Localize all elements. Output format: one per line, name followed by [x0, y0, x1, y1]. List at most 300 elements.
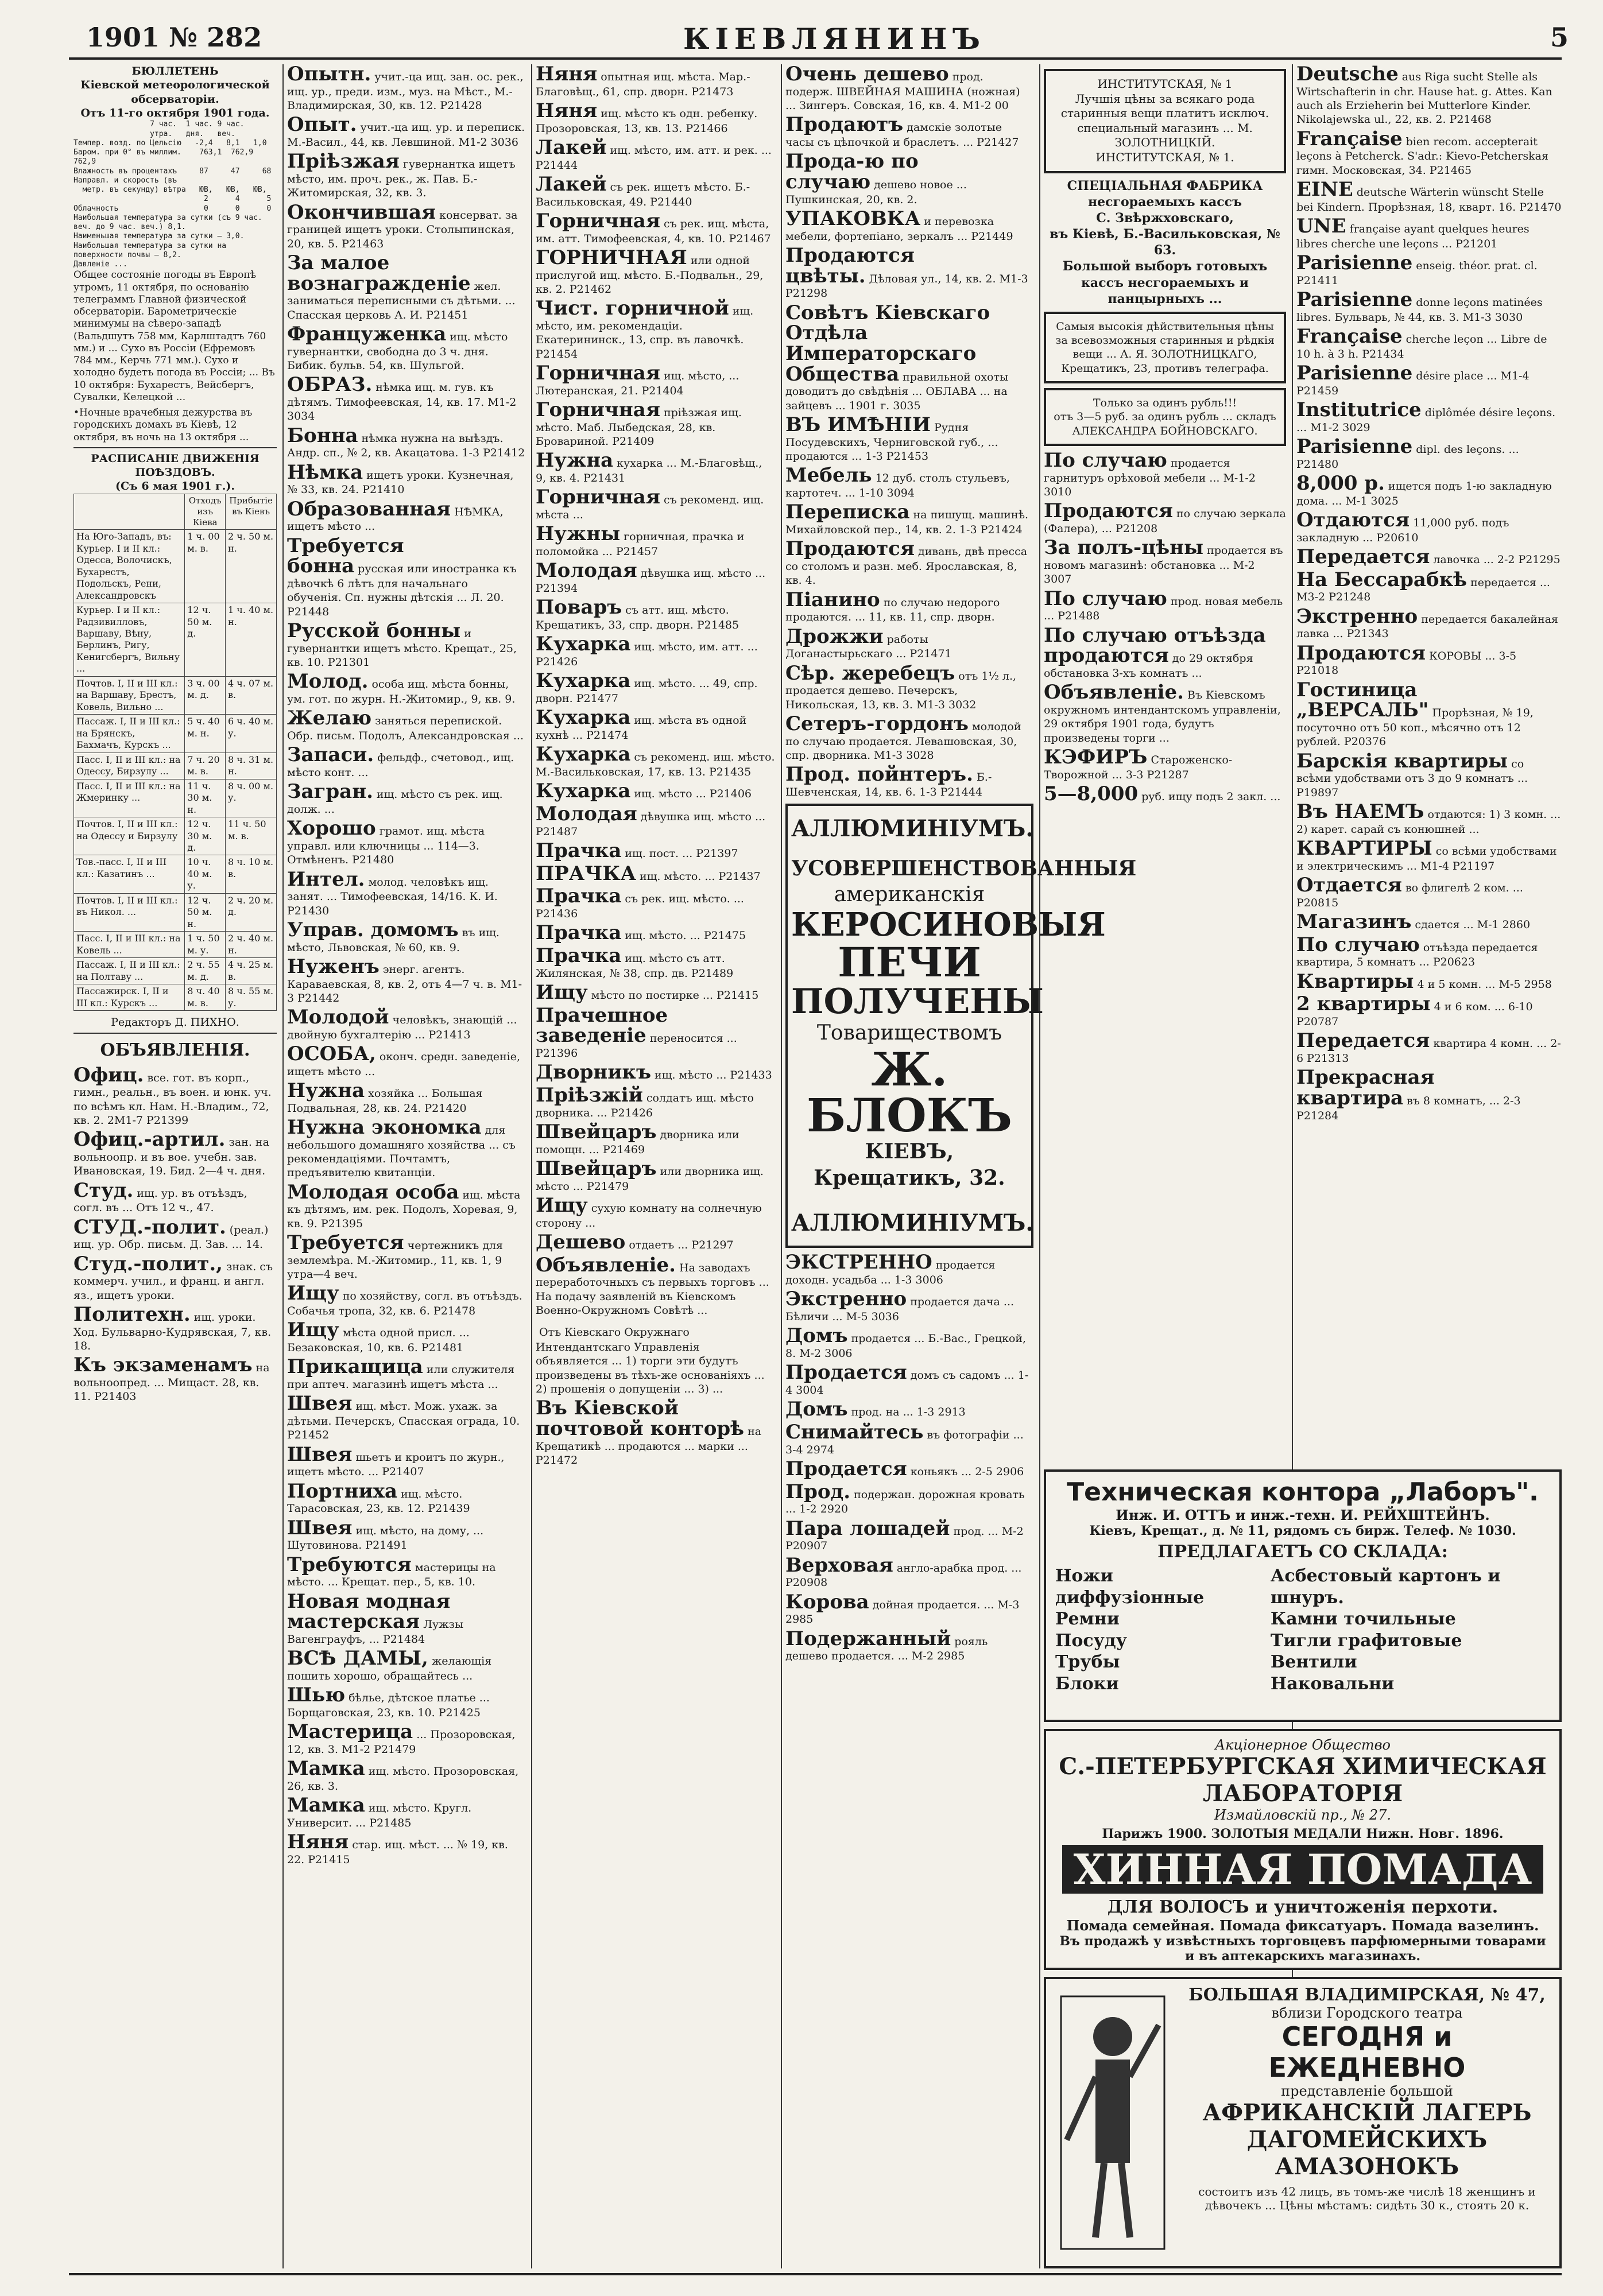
ad-text: ищ. мѣсто съ атт. Жилянская, № 38, спр. дв. Р21489 — [536, 952, 734, 980]
classified-ad — [536, 138, 775, 172]
ad-text: и гувернантки ищетъ мѣсто. Крещат., 25, кв. 10. Р21301 — [287, 627, 517, 669]
ad-text: оконч. средн. заведеніе, ищетъ мѣсто ... — [287, 1050, 521, 1078]
classified-ad — [1296, 912, 1562, 933]
column-divider — [1039, 64, 1040, 2268]
ad-keyword: Поваръ — [536, 596, 622, 619]
classified-ad — [1296, 216, 1562, 251]
schedule-cell: 12 ч. 30 м. д. — [185, 817, 226, 855]
classified-ad — [785, 1252, 1033, 1287]
ad-keyword: Требуется бонна — [287, 534, 404, 578]
schedule-cell: 12 ч. 50 м. д. — [185, 603, 226, 677]
ad-text: ищ. мѣсто ... Р21406 — [634, 788, 752, 801]
classified-ad — [1296, 751, 1562, 800]
schedule-row — [74, 676, 277, 714]
ad-keyword: Корова — [785, 1590, 869, 1614]
schedule-row — [74, 984, 277, 1011]
ad-keyword: Няня — [536, 63, 598, 86]
ad-text: bien recom. accepterait leçons à Petcherck. S'adr.: Kievo-Petcherskaя гимн. Московская, 34. Р21465 — [1296, 135, 1548, 177]
ad-keyword: Горничная — [536, 398, 660, 421]
ad-text: прод. ... М-2 Р20907 — [785, 1525, 1024, 1553]
ad-text: 12 дуб. столъ стульевъ, картотеч. ... 1-10 3094 — [785, 472, 1010, 500]
ad-text: 4 и 5 комн. ... М-5 2958 — [1417, 978, 1552, 991]
schedule-header — [74, 494, 185, 530]
classified-ad — [536, 524, 775, 559]
ad-text: фельдф., счетовод., ищ. мѣсто конт. ... — [287, 751, 514, 779]
ad-text: продается ... Б.-Вас., Грецкой, 8. М-2 3006 — [785, 1332, 1027, 1360]
schedule-row — [74, 715, 277, 753]
ad-keyword: Домъ — [785, 1324, 848, 1348]
classified-ad — [1296, 604, 1562, 641]
ad-text: aus Riga sucht Stelle als Wirtschafterin in chr. Hause hat. g. Attes. Kan auch als Erzieherin bei Mutterlore Kinder. Nikolajewska ul., 22, кв. 2. Р21468 — [1296, 71, 1552, 126]
ad-keyword: Продаются — [1044, 499, 1174, 523]
ad-text: мѣсто по постирке ... Р21415 — [591, 989, 759, 1002]
schedule-cell: 11 ч. 50 м. в. — [226, 817, 277, 855]
duty-notice: •Ночные врачебныя дежурства въ городскихъ домахъ въ Кіевѣ, 12 октября, въ ночь на 13 октября ... — [73, 407, 253, 443]
ad-keyword: ОБРАЗ. — [287, 373, 373, 397]
ad-line: АЛЛЮМИНІУМЪ. — [791, 815, 1034, 843]
amazon-line: АФРИКАНСКІЙ ЛАГЕРЬ — [1202, 2099, 1532, 2126]
classified-ad — [785, 415, 1033, 463]
ad-text: учит.-ца ищ. зан. ос. рек., ищ. ур., преди. изм., муз. на Мѣст., М.-Владимирская, 30, кв. 12. Р21428 — [287, 71, 524, 112]
ad-keyword: По случаю — [1044, 587, 1167, 610]
ad-text: (реал.) ищ. ур. Обр. письм. Д. Зав. ... 14. — [73, 1223, 269, 1251]
ad-text: дивань, двѣ пресса со столомъ и разн. меб. Ярославская, 8, кв. 4. — [785, 545, 1028, 587]
ad-keyword: 2 квартиры — [1296, 992, 1431, 1016]
ad-keyword: Прод. пойнтеръ. — [785, 763, 973, 786]
classified-ad — [1296, 570, 1562, 604]
classified-ad — [1296, 802, 1562, 836]
ad-text: въ ищ. мѣсто, Львовская, № 60, кв. 9. — [287, 926, 500, 954]
ad-keyword: Запаси. — [287, 743, 374, 767]
ad-keyword: Въ Кіевской почтовой конторѣ — [536, 1397, 745, 1440]
ad-keyword: По случаю — [1044, 449, 1167, 472]
ad-text: Прорѣзная, № 19, посуточно отъ 50 коп., мѣсячно отъ 12 рублей. Р20376 — [1296, 707, 1534, 748]
ad-text: съ рек. ищетъ мѣсто. Б.-Васильковская, 49. Р21440 — [536, 181, 750, 208]
ad-keyword: Parisienne — [1296, 435, 1413, 458]
ad-text: молод. человѣкъ ищ. занят. ... Тимофеевская, 14/16. К. И. Р21430 — [287, 875, 498, 917]
ad-text: отъѣзда передается квартира, 5 комнатъ ... Р20623 — [1296, 941, 1538, 969]
schedule-row — [74, 958, 277, 984]
ad-keyword: 5—8,000 — [1044, 782, 1139, 805]
ad-text: ищ. мѣсто. ... Р21437 — [640, 870, 761, 883]
classified-ad — [287, 324, 525, 373]
chem-line: Въ продажѣ у извѣстныхъ торговцевъ парфюмерными товарами и въ аптекарскихъ магазинахъ. — [1059, 1934, 1546, 1964]
ad-keyword: Политехн. — [73, 1303, 191, 1327]
ad-keyword: Молодая — [536, 802, 637, 825]
ad-keyword: ПРАЧКА — [536, 862, 637, 885]
classified-ad — [536, 400, 775, 448]
ad-text: ищ. мѣсто, им. рекомендаціи. Екатерининск., 13, спр. въ лавочкѣ. Р21454 — [536, 305, 754, 360]
ad-keyword: Продаются — [1296, 641, 1426, 665]
ad-line: АЛЛЮМИНІУМЪ. — [791, 1209, 1034, 1237]
ad-text: dipl. des leçons. ... Р21480 — [1296, 443, 1519, 471]
ad-text: ищ. мѣсто съ рек. ищ. долж. ... — [287, 788, 503, 816]
column-1 — [73, 64, 277, 2268]
ad-keyword: Лакей — [536, 136, 607, 159]
ad-keyword: Экстренно — [785, 1287, 907, 1311]
ad-text: прод. на ... 1-3 2913 — [851, 1406, 966, 1419]
classified-ad — [536, 1003, 775, 1061]
chem-line: Измайловскій пр., № 27. — [1214, 1807, 1392, 1823]
classified-ad — [1296, 994, 1562, 1029]
ad-keyword: Мамка — [287, 1794, 365, 1817]
ad-text: нѣмка ищ. м. гув. къ дѣтямъ. Тимофеевская, 14, кв. 17. М1-2 3034 — [287, 381, 517, 423]
ad-text: ищ. мѣсто, ... Лютеранская, 21. Р21404 — [536, 369, 739, 397]
ad-text: подержан. дорожная кровать ... 1-2 2920 — [785, 1488, 1025, 1516]
ad-keyword: КЭФИРЪ — [1044, 745, 1148, 769]
classified-ad — [785, 64, 1033, 113]
classified-ad — [1044, 451, 1286, 499]
ad-keyword: Кухарка — [536, 779, 631, 803]
classified-ad — [73, 1355, 277, 1403]
classified-ad — [1296, 969, 1562, 993]
ad-text: продается доходн. усадьба ... 1-3 3006 — [785, 1259, 996, 1287]
ad-text: домъ съ садомъ ... 1-4 3004 — [785, 1369, 1029, 1397]
ad-keyword: На Бессарабкѣ — [1296, 568, 1468, 591]
ad-keyword: Ищу — [536, 1194, 588, 1217]
ad-text: шьетъ и кроитъ по журн., ищетъ мѣсто. ... Р21407 — [287, 1450, 505, 1479]
classified-ad — [73, 1254, 277, 1302]
ad-line: Крещатикъ, 32. — [814, 1166, 1005, 1190]
ad-line: КІЕВЪ, — [865, 1139, 954, 1164]
classified-ad — [785, 1519, 1033, 1553]
ad-keyword: Офиц.-артил. — [73, 1128, 226, 1151]
ad-keyword: Deutsche — [1296, 63, 1399, 86]
ad-keyword: ЭКСТРЕННО — [785, 1251, 932, 1274]
ad-text: съ рекоменд. ищ. мѣста ... — [536, 494, 764, 521]
ad-text: гувернантка ищетъ мѣсто, им. проч. рек., ж. Пав. Б.-Житомирская, 32, кв. 3. — [287, 158, 516, 200]
ad-text: ищ. ур. въ отъѣздъ, согл. въ ... Отъ 12 ч., 47. — [73, 1186, 247, 1215]
ad-text: продается гарнитуръ орѣховой мебели ... М-1-2 3010 — [1044, 457, 1256, 498]
ad-keyword: Русской бонны — [287, 619, 461, 642]
ad-text: нѣмка нужна на выѣздъ. Андр. сп., № 2, кв. Акацатова. 1-3 Р21412 — [287, 432, 525, 460]
ad-keyword: ВЪ ИМѢНІИ — [785, 413, 931, 437]
schedule-cell: 8 ч. 31 м. н. — [226, 753, 277, 779]
ad-text: ... Прозоровская, 12, кв. 3. М1-2 Р21479 — [287, 1728, 516, 1756]
ad-text: ищ. мѣст. Мож. ухаж. за дѣтьми. Печерскъ, Спасская ограда, 10. Р21452 — [287, 1400, 520, 1442]
masthead-rule — [69, 57, 1562, 60]
schedule-row — [74, 855, 277, 893]
classified-ad — [536, 1085, 775, 1120]
ad-keyword: За полъ-цѣны — [1044, 536, 1204, 560]
ad-keyword: Горничная — [536, 486, 660, 509]
ad-text: сухую комнату на солнечную сторону ... — [536, 1202, 762, 1230]
classified-ad — [536, 864, 775, 885]
ad-text: энерг. агентъ. Караваевская, 8, кв. 2, отъ 4—7 ч. в. М1-3 Р21442 — [287, 963, 522, 1004]
classified-ad — [287, 920, 525, 955]
schedule-cell: 1 ч. 50 м. у. — [185, 932, 226, 958]
ad-text: по случаю зеркала (Фалера), ... Р21208 — [1044, 507, 1286, 535]
ad-text: со всѣми удобствами и электрическимъ ... М1-4 Р21197 — [1296, 844, 1557, 872]
classified-ad — [73, 1130, 277, 1178]
classified-ad — [785, 209, 1033, 243]
ad-keyword: Прачка — [536, 944, 622, 967]
ad-keyword: Отдаются — [1296, 508, 1410, 532]
antique-buyer-ad: Самыя высокія дѣйствительныя цѣны за всевозможныя старинныя и рѣдкія вещи ... А. Я. ЗОЛОТНИЦКАГО, Крещатикъ, 23, противъ телеграфа. — [1044, 312, 1286, 383]
ad-keyword: Няня — [536, 99, 598, 122]
classified-ad — [785, 714, 1033, 762]
classified-ad — [785, 539, 1033, 587]
schedule-cell: 6 ч. 40 м. у. — [226, 715, 277, 753]
ad-text: по хозяйству, согл. въ отъѣздъ. Собачья тропа, 32, кв. 6. Р21478 — [287, 1290, 522, 1318]
ad-keyword: По случаю — [1296, 933, 1420, 956]
classified-ad — [287, 1759, 525, 1793]
classified-ad — [1296, 129, 1562, 177]
classified-ad — [536, 1232, 775, 1253]
classified-ad — [1296, 875, 1562, 910]
ad-text: до 29 октября обстановка 3-хъ комнатъ ... — [1044, 652, 1253, 680]
ad-keyword: Къ экзаменамъ — [73, 1353, 253, 1377]
classified-ad — [785, 1459, 1033, 1480]
classified-ad — [536, 1122, 775, 1157]
classified-ad — [536, 64, 775, 99]
ad-keyword: Продается — [785, 1361, 907, 1384]
ad-text: чертежникъ для землемѣра. М.-Житомир., 11, кв. 1, 9 утра—4 веч. — [287, 1239, 503, 1281]
ad-keyword: Кухарка — [536, 706, 631, 730]
amazon-line: состоитъ изъ 42 лицъ, въ томъ-же числѣ 18 женщинъ и дѣвочекъ ... Цѣны мѣстамъ: сидѣть 30 к., стоять 20 к. — [1198, 2185, 1536, 2212]
kerosene-stove-ad — [785, 804, 1137, 1248]
classified-ad — [536, 1320, 775, 1396]
schedule-cell: 2 ч. 50 м. н. — [226, 530, 277, 603]
ad-text: заняться перепиской. Обр. письм. Подолъ, Александровская ... — [287, 715, 524, 742]
classified-ad — [1044, 501, 1286, 536]
classified-ad — [1296, 1068, 1562, 1123]
classified-ad — [1296, 253, 1562, 288]
ad-text: передается ... М3-2 Р21248 — [1296, 576, 1550, 604]
ad-text: стар. ищ. мѣст. ... № 19, кв. 22. Р21415 — [287, 1839, 508, 1867]
classified-ad — [287, 1007, 525, 1042]
amazon-line: СЕГОДНЯ и ЕЖЕДНЕВНО — [1268, 2021, 1466, 2083]
labor-left-list: Ножи диффузіонные Ремни Посуду Трубы Блоки — [1055, 1566, 1205, 1694]
classified-list — [73, 1065, 277, 1404]
classified-ad — [1044, 784, 1286, 805]
amazon-show-ad — [1044, 1977, 1562, 2268]
classified-ad — [1296, 547, 1562, 568]
ad-text: на вольноопред. ... Мищаст. 28, кв. 11. Р21403 — [73, 1362, 270, 1403]
ad-line: ПЕЧИ — [838, 938, 981, 987]
schedule-cell: Почтов. I, II и III кл.: въ Никол. ... — [74, 893, 185, 931]
classified-ad — [287, 460, 525, 497]
ad-keyword: Интел. — [287, 867, 365, 891]
classified-ad — [287, 782, 525, 816]
classified-ad — [287, 1233, 525, 1281]
ad-text: пріѣзжая ищ. мѣсто. Маб. Лыбедская, 28, кв. Бровариной. Р21409 — [536, 406, 742, 448]
classified-list — [785, 1252, 1033, 1663]
ad-line: УСОВЕРШЕНСТВОВАННЫЯ — [791, 856, 1137, 881]
ad-keyword: Сетеръ-гордонъ — [785, 712, 969, 735]
classified-ad — [1296, 400, 1562, 435]
classified-ad — [73, 1065, 277, 1128]
ad-keyword: Магазинъ — [1296, 910, 1412, 933]
ad-keyword: Нужна — [536, 449, 614, 472]
ad-keyword: Объявленіе. — [536, 1253, 676, 1277]
classified-ad — [287, 1685, 525, 1720]
ad-text: cherche leçon ... Libre de 10 h. à 3 h. Р21434 — [1296, 332, 1547, 360]
ad-text: продается дача ... Бѣличи ... М-5 3036 — [785, 1296, 1015, 1324]
classified-ad — [287, 621, 525, 669]
ad-text: лавочка ... 2-2 Р21295 — [1433, 553, 1561, 566]
schedule-cell: 4 ч. 25 м. в. — [226, 958, 277, 984]
ad-keyword: Совѣтъ Кіевскаго Отдѣла Императорскаго Общества — [785, 301, 990, 386]
ad-keyword: Переписка — [785, 501, 910, 524]
classified-ad — [287, 745, 525, 779]
chem-line: Парижъ 1900. ЗОЛОТЫЯ МЕДАЛИ Нижн. Новг. 1896. — [1102, 1826, 1504, 1841]
ad-text: консерват. за границей ищетъ уроки. Столыпинская, 20, кв. 5. Р21463 — [287, 208, 518, 250]
ad-keyword: Нуженъ — [287, 955, 380, 978]
ad-keyword: Піанино — [785, 588, 880, 611]
classified-ad — [536, 946, 775, 980]
ad-keyword: Передается — [1296, 1029, 1430, 1053]
classified-ad — [785, 1326, 1033, 1360]
classified-ad — [536, 1255, 775, 1318]
schedule-cell: Пассажирск. I, II и III кл.: Курскъ ... — [74, 984, 185, 1011]
ad-keyword: Француженка — [287, 322, 447, 346]
ad-text: отдаются: 1) 3 комн. ... 2) карет. сарай съ конюшней ... — [1296, 808, 1561, 836]
ad-text: съ рекоменд. ищ. мѣсто. М.-Васильковская, 17, кв. 13. Р21435 — [536, 751, 775, 778]
ad-keyword: Квартиры — [1296, 969, 1414, 993]
masthead-page-number: 5 — [1550, 22, 1569, 53]
ad-text: или одной прислугой ищ. мѣсто. Б.-Подвальн., 29, кв. 2. Р21462 — [536, 254, 764, 296]
ad-keyword: Сѣр. жеребецъ — [785, 661, 955, 685]
ad-text: дешево новое ... Пушкинская, 20, кв. 2. — [785, 179, 967, 206]
classified-ad — [287, 1832, 525, 1867]
schedule-cell: 3 ч. 00 м. д. — [185, 676, 226, 714]
classified-ad — [785, 115, 1033, 149]
classified-ad — [287, 1795, 525, 1830]
ad-keyword: Объявленіе. — [1044, 681, 1184, 704]
classified-ad — [1296, 680, 1562, 749]
classified-ad — [536, 1398, 775, 1467]
ad-keyword: Нѣмка — [287, 460, 363, 484]
schedule-cell: 2 ч. 55 м. д. — [185, 958, 226, 984]
classified-ad — [287, 499, 525, 534]
classified-ad — [1044, 682, 1286, 745]
ad-text: дворника или помощн. ... Р21469 — [536, 1128, 739, 1156]
ad-keyword: Образованная — [287, 497, 451, 521]
ad-text: ищ. мѣсто. Кругл. Университ. ... Р21485 — [287, 1802, 472, 1830]
ad-text: желающія пошить хорошо, обращайтесь ... — [287, 1655, 492, 1683]
ad-text: руб. ищу подъ 2 закл. ... — [1141, 790, 1281, 803]
ad-keyword: Parisienne — [1296, 251, 1413, 274]
column-3 — [536, 64, 775, 2268]
classified-ad — [785, 303, 1033, 413]
ad-keyword: Швея — [287, 1516, 353, 1539]
classified-ad — [287, 867, 525, 918]
ad-text: для небольшого домашняго хозяйства ... съ рекомендаціями. Почтамтъ, предъявителю квитанціи. — [287, 1124, 516, 1180]
ad-keyword: Прачка — [536, 885, 622, 908]
classified-ad — [536, 1062, 775, 1083]
schedule-cell: Пасс. I, II и III кл.: на Жмеринку ... — [74, 779, 185, 817]
ad-text: 11,000 руб. подъ закладную ... Р20610 — [1296, 516, 1509, 544]
ad-text: или служителя при аптеч. магазинѣ ищетъ мѣста ... — [287, 1363, 515, 1391]
classified-ad — [287, 1081, 525, 1115]
classified-ad — [536, 598, 775, 632]
classified-ad — [73, 1217, 277, 1252]
ad-text: ищетъ уроки. Кузнечная, № 33, кв. 24. Р21410 — [287, 468, 514, 497]
ad-text: ищ. уроки. Ход. Бульварно-Кудрявская, 7, кв. 18. — [73, 1311, 272, 1353]
ad-text: ищ. мѣсто гувернантки, свободна до 3 ч. дня. Бибик. бульв. 54, кв. Шульгой. — [287, 330, 508, 372]
ad-text: прод. подерж. ШВЕЙНАЯ МАШИНА (ножная) ... Зингеръ. Совская, 16, кв. 4. М1-2 00 — [785, 71, 1020, 112]
ad-keyword: Молод. — [287, 670, 369, 693]
ad-text: désire place ... М1-4 Р21459 — [1296, 369, 1530, 397]
classified-ad — [536, 708, 775, 742]
ad-text: ищ. мѣсто. Тарасовская, 23, кв. 12. Р21439 — [287, 1487, 470, 1515]
classified-ad — [536, 841, 775, 862]
classified-ad — [536, 671, 775, 705]
ad-keyword: Пріѣзжая — [287, 150, 400, 173]
schedule-cell: 7 ч. 20 м. в. — [185, 753, 226, 779]
bottom-rule — [69, 2273, 1562, 2275]
ad-keyword: Швея — [287, 1392, 353, 1415]
ad-line: американскія — [834, 882, 985, 906]
ad-keyword: Барскія квартиры — [1296, 749, 1508, 773]
ad-keyword: Пріѣзжій — [536, 1084, 643, 1107]
bulletin-title: БЮЛЛЕТЕНЬ Кіевской метеорологической обсерваторіи. Отъ 11-го октября 1901 года. — [80, 65, 270, 119]
classified-ad — [287, 253, 525, 322]
ad-line: КЕРОСИНОВЫЯ — [791, 905, 1106, 944]
ad-keyword: Требуется — [287, 1231, 404, 1255]
schedule-cell: 11 ч. 30 м. н. — [185, 779, 226, 817]
ad-text: особа ищ. мѣста бонны, ум. гот. по журн. Н.-Житомир., 9, кв. 9. — [287, 678, 516, 705]
schedule-header: Отходъ изъ Кіева — [185, 494, 226, 530]
classified-ad — [287, 1481, 525, 1516]
ad-keyword: Ищу — [287, 1318, 339, 1342]
ad-text: сдается ... М-1 2860 — [1415, 918, 1531, 931]
classified-ad — [536, 634, 775, 669]
safe-factory-ad: СПЕЦІАЛЬНАЯ ФАБРИКА несгораемыхъ кассъ С. Звѣржховскаго, въ Кіевѣ, Б.-Васильковская, № 63. Большой выборъ готовыхъ кассъ несгораемыхъ и панцырныхъ ... — [1050, 178, 1280, 307]
classified-ad — [287, 819, 525, 867]
ad-text: Дѣловая ул., 14, кв. 2. М1-3 Р21298 — [785, 272, 1028, 300]
one-ruble-ad: Только за одинъ рубль!!! отъ 3—5 руб. за одинъ рубль ... складъ АЛЕКСАНДРА БОЙНОВСКАГО. — [1044, 388, 1286, 446]
ads-heading: ОБЪЯВЛЕНІЯ. — [100, 1040, 250, 1061]
ad-text: На заводахъ переработочныхъ съ первыхъ торговъ ... На подачу заявленій въ Кіевскомъ Военно-Окружномъ Совѣтѣ ... — [536, 1261, 769, 1317]
classified-ad — [1296, 935, 1562, 969]
labor-sub: Инж. И. ОТТЪ и инж.-техн. И. РЕЙХШТЕЙНЪ. — [1116, 1507, 1490, 1523]
ad-text: въ 8 комнатъ, ... 2-3 Р21284 — [1296, 1095, 1521, 1122]
ad-keyword: Мебель — [785, 464, 872, 487]
ad-text: ищ. мѣста къ дѣтямъ, им. рек. Подолъ, Хоревая, 9, кв. 9. Р21395 — [287, 1188, 521, 1230]
classified-ad — [1296, 324, 1562, 361]
schedule-row — [74, 932, 277, 958]
classified-ad — [536, 451, 775, 485]
classified-ad — [785, 152, 1033, 207]
ad-text: Въ Кіевскомъ окружномъ интендантскомъ управленіи, 29 октября 1901 года, будутъ произведены торги ... — [1044, 689, 1281, 744]
classified-ad — [287, 1442, 525, 1479]
ad-text: donne leçons matinées libres. Бульварь, № 44, кв. 3. М1-3 3030 — [1296, 296, 1543, 324]
chem-line: С.-ПЕТЕРБУРГСКАЯ ХИМИЧЕСКАЯ ЛАБОРАТОРІЯ — [1059, 1753, 1547, 1807]
ad-text: въ фотографіи ... 3-4 2974 — [785, 1429, 1024, 1456]
ad-keyword: Parisienne — [1296, 288, 1413, 311]
ad-keyword: Швея — [287, 1442, 353, 1466]
classified-ad — [536, 886, 775, 921]
ad-text: дамскіе золотые часы съ цѣпочкой и браслетъ. ... Р21427 — [785, 121, 1019, 149]
ad-keyword: Портниха — [287, 1479, 398, 1503]
ad-text: ищ. мѣсто, им. атт. ... Р21426 — [536, 641, 758, 668]
classified-ad — [785, 502, 1033, 537]
ad-keyword: Прода-ю по случаю — [785, 150, 919, 193]
schedule-cell: Курьер. I и II кл.: Радзивилловъ, Варшаву, Вѣну, Берлинъ, Ригу, Кенигсбергъ, Вильну ... — [74, 603, 185, 677]
schedule-cell: Тов.-пасс. I, II и III кл.: Казатинъ ... — [74, 855, 185, 893]
classified-ad — [1044, 747, 1286, 782]
classified-ad — [1296, 177, 1562, 214]
ad-keyword: Продается — [785, 1457, 907, 1481]
classified-ad — [785, 1592, 1033, 1627]
classified-ad — [1044, 623, 1286, 681]
classified-ad — [785, 627, 1033, 661]
ad-text: ищ. мѣсто. ... Р21475 — [625, 929, 746, 943]
chem-line: ДЛЯ ВОЛОСЪ и уничтоженія перхоти. — [1107, 1897, 1499, 1917]
ad-keyword: Хорошо — [287, 817, 376, 840]
